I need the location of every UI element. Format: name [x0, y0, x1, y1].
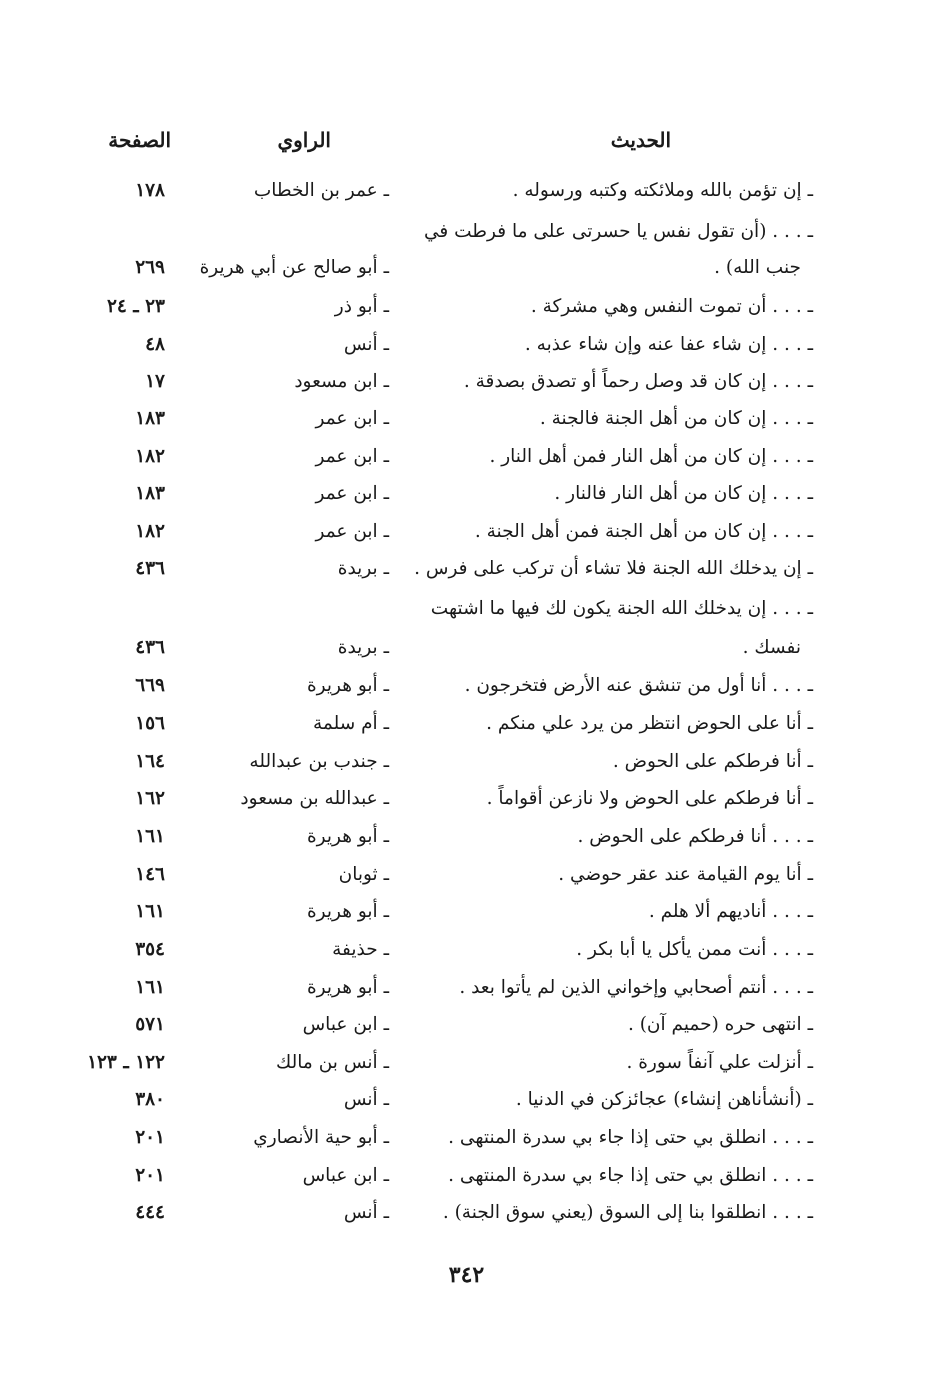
page-number: ٦٦٩ — [135, 675, 165, 696]
page-number: ١٦١ — [135, 826, 165, 847]
table-row — [0, 446, 933, 480]
table-row — [0, 1052, 933, 1086]
hadith-text: ـ . . . إن كان من أهل الجنة فالجنة . — [539, 408, 813, 429]
hadith-text: ـ أنزلت علي آنفاً سورة . — [626, 1052, 813, 1073]
page-number: ١٧ — [145, 371, 165, 392]
header-page: الصفحة — [108, 128, 171, 152]
hadith-text: ـ أنا فرطكم على الحوض . — [612, 751, 813, 772]
hadith-text: ـ . . . أنت ممن يأكل يا أبا بكر . — [576, 939, 813, 960]
narrator: ـ أبو ذر — [334, 296, 389, 317]
page-number: ١٨٣ — [135, 408, 165, 429]
narrator: ـ بريدة — [337, 558, 389, 579]
table-row — [0, 637, 933, 671]
page-number: ٢٣ ـ ٢٤ — [106, 296, 165, 317]
hadith-text: ـ أنا يوم القيامة عند عقر حوضي . — [558, 864, 813, 885]
hadith-text: ـ (أنشأناهن إنشاء) عجائزكن في الدنيا . — [515, 1089, 813, 1110]
page-number: ٤٨ — [145, 334, 165, 355]
table-row — [0, 751, 933, 785]
narrator: ـ أبو حية الأنصاري — [253, 1127, 389, 1148]
hadith-text: ـ . . . (أن تقول نفس يا حسرتى على ما فرطت في — [423, 221, 813, 242]
page-number: ١٨٢ — [135, 446, 165, 467]
hadith-text: ـ . . . أن تموت النفس وهي مشركة . — [530, 296, 813, 317]
table-row — [0, 558, 933, 592]
narrator: ـ ابن مسعود — [294, 371, 389, 392]
header-hadith: الحديث — [610, 128, 671, 152]
narrator: ـ ابن عمر — [315, 521, 389, 542]
table-row — [0, 483, 933, 517]
table-row — [0, 1165, 933, 1199]
page-number: ٣٥٤ — [135, 939, 165, 960]
narrator: ـ أبو هريرة — [306, 675, 389, 696]
page-number: ١٦٢ — [135, 788, 165, 809]
hadith-text: ـ . . . إن شاء عفا عنه وإن شاء عذبه . — [524, 334, 813, 355]
table-row — [0, 408, 933, 442]
narrator: ـ عبدالله بن مسعود — [240, 788, 389, 809]
narrator: ـ أبو هريرة — [306, 901, 389, 922]
hadith-text: ـ أنا على الحوض انتظر من يرد علي منكم . — [486, 713, 813, 734]
page-number: ١٦١ — [135, 901, 165, 922]
narrator: ـ ابن عمر — [315, 408, 389, 429]
page-folio-number: ٣٤٢ — [448, 1262, 485, 1288]
narrator: ـ أم سلمة — [312, 713, 389, 734]
page-number: ١٤٦ — [135, 864, 165, 885]
hadith-text: ـ . . . إن يدخلك الله الجنة يكون لك فيها ما اشتهت — [430, 598, 813, 619]
table-row — [0, 521, 933, 555]
hadith-text: ـ . . . إن كان من أهل النار فمن أهل النار . — [489, 446, 813, 467]
narrator: ـ بريدة — [337, 637, 389, 658]
hadith-text: ـ إن تؤمن بالله وملائكته وكتبه ورسوله . — [512, 180, 813, 201]
hadith-text: جنب الله) . — [714, 257, 801, 278]
table-row — [0, 675, 933, 709]
narrator: ـ ابن عباس — [302, 1165, 389, 1186]
page-number: ١٥٦ — [135, 713, 165, 734]
hadith-text: ـ . . . أنا فرطكم على الحوض . — [577, 826, 813, 847]
hadith-text: ـ . . . إن كان من أهل الجنة فمن أهل الجنة . — [474, 521, 813, 542]
table-row — [0, 221, 933, 255]
narrator: ـ عمر بن الخطاب — [253, 180, 389, 201]
hadith-text: ـ إن يدخلك الله الجنة فلا تشاء أن تركب على فرس . — [414, 558, 813, 579]
table-row — [0, 180, 933, 214]
table-row — [0, 1127, 933, 1161]
table-row — [0, 334, 933, 368]
table-row — [0, 1089, 933, 1123]
narrator: ـ ابن عمر — [315, 446, 389, 467]
narrator: ـ أبو هريرة — [306, 826, 389, 847]
page-number: ١٧٨ — [135, 180, 165, 201]
table-row — [0, 939, 933, 973]
hadith-text: نفسك . — [742, 637, 801, 658]
narrator: ـ حذيفة — [332, 939, 389, 960]
hadith-text: ـ . . . أناديهم ألا هلم . — [648, 901, 813, 922]
narrator: ـ ثوبان — [338, 864, 389, 885]
narrator: ـ أبو صالح عن أبي هريرة — [199, 257, 389, 278]
hadith-text: ـ أنا فرطكم على الحوض ولا نازعن أقواماً . — [486, 788, 813, 809]
narrator: ـ أنس — [343, 1089, 389, 1110]
page-number: ٥٧١ — [135, 1014, 165, 1035]
page-number: ١٦١ — [135, 977, 165, 998]
page-number: ١٦٤ — [135, 751, 165, 772]
page-number: ١٢٢ ـ ١٢٣ — [87, 1052, 165, 1073]
table-row — [0, 713, 933, 747]
narrator: ـ ابن عباس — [302, 1014, 389, 1035]
hadith-text: ـ . . . انطلق بي حتى إذا جاء بي سدرة المنتهى . — [448, 1165, 813, 1186]
narrator: ـ ابن عمر — [315, 483, 389, 504]
hadith-text: ـ انتهى حره (حميم آن) . — [627, 1014, 813, 1035]
hadith-text: ـ . . . أنا أول من تنشق عنه الأرض فتخرجون . — [464, 675, 813, 696]
page-number: ١٨٣ — [135, 483, 165, 504]
page-number: ٢٠١ — [135, 1127, 165, 1148]
table-row — [0, 371, 933, 405]
table-row — [0, 901, 933, 935]
hadith-text: ـ . . . إن كان من أهل النار فالنار . — [554, 483, 813, 504]
table-row — [0, 864, 933, 898]
table-row — [0, 826, 933, 860]
table-row — [0, 977, 933, 1011]
hadith-text: ـ . . . إن كان قد وصل رحماً أو تصدق بصدقة . — [463, 371, 813, 392]
hadith-text: ـ . . . انطلقوا بنا إلى السوق (يعني سوق الجنة) . — [442, 1202, 813, 1223]
narrator: ـ جندب بن عبدالله — [249, 751, 389, 772]
narrator: ـ أنس — [343, 334, 389, 355]
page-number: ٤٤٤ — [135, 1202, 165, 1223]
page-number: ٤٣٦ — [135, 637, 165, 658]
header-rawi: الراوي — [277, 128, 331, 152]
page-number: ٢٦٩ — [135, 257, 165, 278]
table-row — [0, 257, 933, 291]
page-number: ٤٣٦ — [135, 558, 165, 579]
narrator: ـ أنس بن مالك — [276, 1052, 389, 1073]
table-row — [0, 296, 933, 330]
table-row — [0, 1014, 933, 1048]
table-row — [0, 598, 933, 632]
page-number: ٣٨٠ — [135, 1089, 165, 1110]
narrator: ـ أبو هريرة — [306, 977, 389, 998]
table-row — [0, 788, 933, 822]
hadith-text: ـ . . . أنتم أصحابي وإخواني الذين لم يأتوا بعد . — [459, 977, 813, 998]
table-row — [0, 1202, 933, 1236]
page-number: ١٨٢ — [135, 521, 165, 542]
page-number: ٢٠١ — [135, 1165, 165, 1186]
hadith-text: ـ . . . انطلق بي حتى إذا جاء بي سدرة المنتهى . — [448, 1127, 813, 1148]
narrator: ـ أنس — [343, 1202, 389, 1223]
